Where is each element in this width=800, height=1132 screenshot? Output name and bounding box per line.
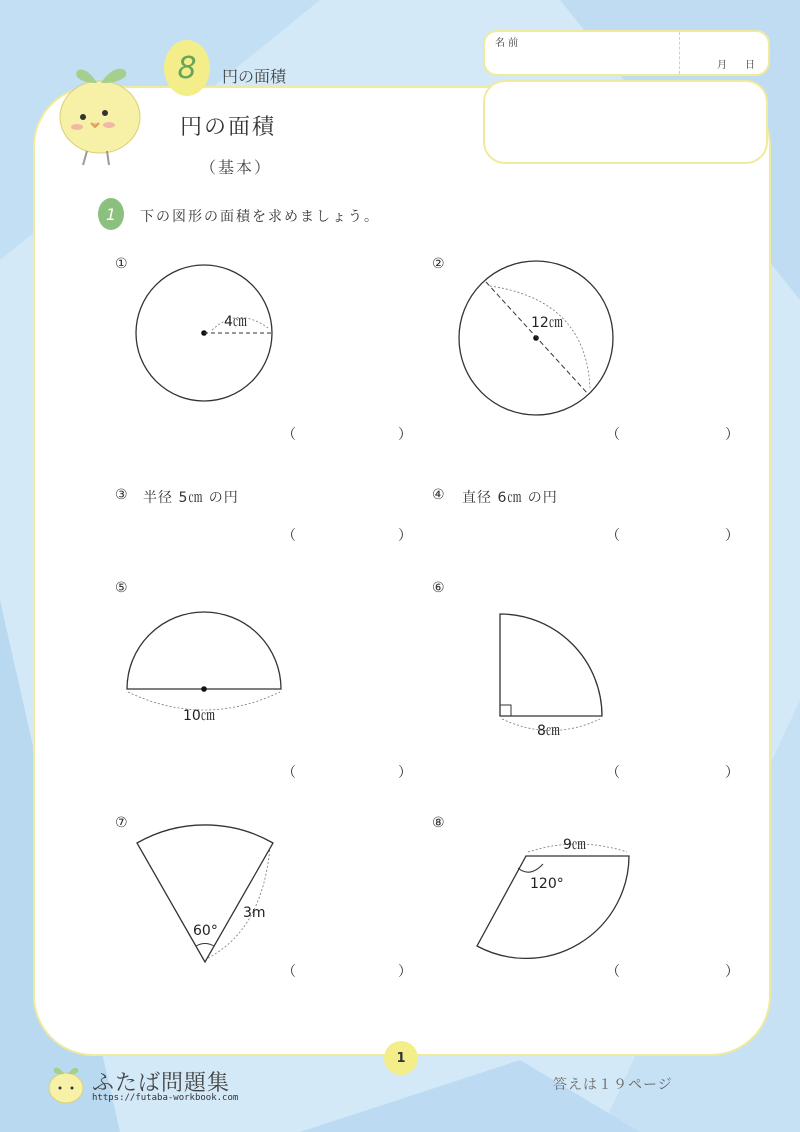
problem-4-text: 直径 6㎝ の円	[462, 490, 558, 506]
figure-6-quarter-circle	[500, 614, 602, 739]
figure-1-radius-label: 4㎝	[224, 314, 247, 330]
problem-2-marker: ②	[432, 256, 445, 272]
problem-3-marker: ③	[115, 487, 128, 503]
answer-3-open: （	[282, 528, 296, 544]
answer-4-open: （	[606, 528, 620, 544]
figure-5-semicircle	[127, 612, 281, 724]
figure-7-angle-label: 60°	[193, 923, 218, 939]
page-number: 1	[384, 1041, 418, 1075]
name-label: 名 前	[495, 38, 519, 49]
page-subtitle: （基本）	[200, 158, 273, 177]
figure-8-angle-label: 120°	[530, 876, 564, 892]
brand-name: ふたば問題集	[92, 1071, 231, 1096]
answer-5-close: ）	[398, 765, 412, 781]
answer-6-open: （	[606, 765, 620, 781]
answer-8-close: ）	[725, 964, 739, 980]
answer-6-close: ）	[725, 765, 739, 781]
problem-7-marker: ⑦	[115, 815, 128, 831]
problem-3-text: 半径 5㎝ の円	[143, 490, 239, 506]
answer-5-open: （	[282, 765, 296, 781]
problem-6-marker: ⑥	[432, 580, 445, 596]
answer-7-close: ）	[398, 964, 412, 980]
problem-1-marker: ①	[115, 256, 128, 272]
figure-8-radius-label: 9㎝	[563, 837, 586, 853]
figure-7-radius-label: 3m	[243, 905, 266, 921]
footer-mascot-icon	[44, 1062, 88, 1108]
answer-2-open: （	[606, 427, 620, 443]
figure-2-diameter-label: 12㎝	[531, 315, 563, 331]
figure-5-diameter-label: 10㎝	[183, 708, 215, 724]
answer-2-close: ）	[725, 427, 739, 443]
problem-4-marker: ④	[432, 487, 445, 503]
figure-7-sector	[137, 825, 273, 962]
figure-8-sector	[477, 837, 629, 958]
unit-title: 円の面積	[222, 67, 287, 86]
question-number-badge: 1	[98, 198, 124, 230]
figure-2-circle	[459, 261, 613, 415]
figure-6-radius-label: 8㎝	[537, 723, 560, 739]
answer-1-close: ）	[398, 427, 412, 443]
question-instruction: 下の図形の面積を求めましょう。	[140, 209, 380, 225]
problem-5-marker: ⑤	[115, 580, 128, 596]
answer-3-close: ）	[398, 528, 412, 544]
day-label: 日	[745, 60, 755, 71]
answer-4-close: ）	[725, 528, 739, 544]
page-title: 円の面積	[180, 115, 277, 140]
brand-url[interactable]: https://futaba-workbook.com	[92, 1093, 239, 1103]
month-label: 月	[717, 60, 727, 71]
unit-number-badge: 8	[164, 40, 210, 96]
problem-8-marker: ⑧	[432, 815, 445, 831]
answer-page-reference: 答えは１９ページ	[553, 1077, 673, 1093]
figure-1-circle	[136, 265, 272, 401]
answer-1-open: （	[282, 427, 296, 443]
answer-7-open: （	[282, 964, 296, 980]
answer-8-open: （	[606, 964, 620, 980]
